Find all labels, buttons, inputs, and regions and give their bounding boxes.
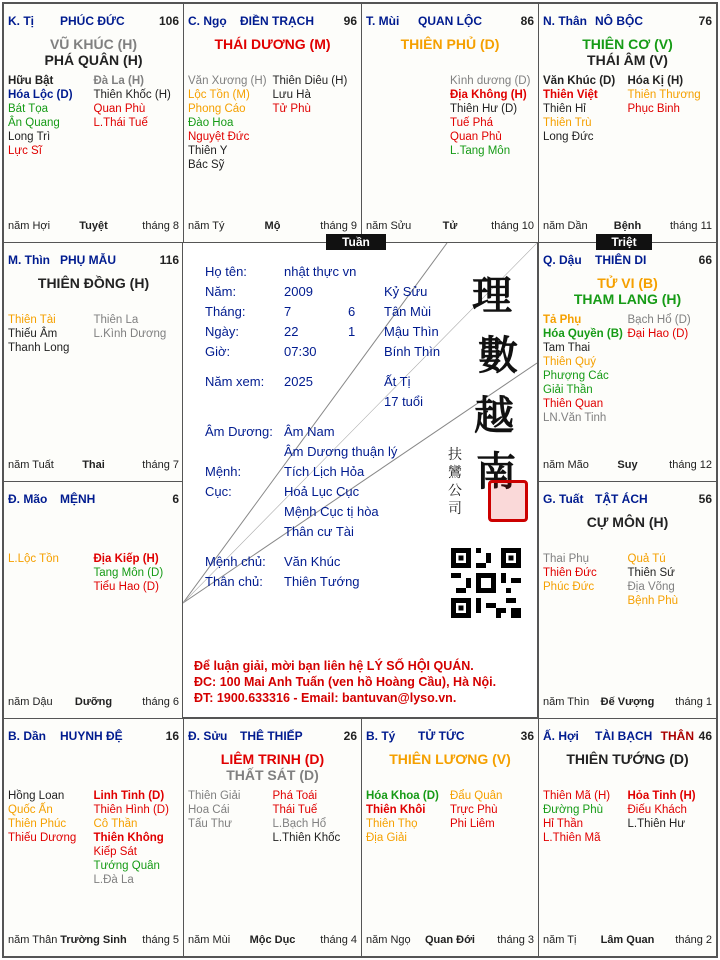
- minor-star: Phi Liêm: [450, 818, 495, 830]
- day-can: Mậu Thìn: [384, 324, 439, 339]
- palace-number: 86: [520, 14, 534, 28]
- year-value: 2009: [284, 284, 313, 299]
- minor-star: L.Thiên Khốc: [272, 832, 341, 844]
- star-column-right: [628, 74, 713, 116]
- minor-star: Giải Thần: [543, 384, 593, 396]
- minor-star: Thiên Diêu (H): [272, 75, 348, 87]
- minor-star: Địa Võng: [627, 581, 675, 593]
- palace-ty2: [361, 718, 539, 957]
- palace-ngo: [183, 3, 362, 243]
- major-star: LIÊM TRINH (D): [220, 751, 325, 767]
- palace-mui: [361, 3, 539, 243]
- amduong-label: Âm Dương:: [205, 424, 273, 439]
- hour-can: Bính Thìn: [384, 344, 441, 359]
- major-star: TỬ VI (B): [597, 275, 658, 291]
- minor-star: Phong Cáo: [188, 103, 246, 115]
- palace-number: 76: [698, 14, 712, 28]
- minor-star: L.Thái Tuế: [93, 117, 148, 129]
- palace-number: 66: [698, 253, 712, 267]
- minor-star: Phượng Các: [543, 370, 609, 382]
- contact-line-1: Để luận giải, mời bạn liên hệ LÝ SỐ HỘI QUÁN.: [194, 659, 474, 673]
- minor-star: Hữu Bật: [8, 75, 54, 87]
- palace-footer: [366, 934, 534, 948]
- than-cu: Thân cư Tài: [284, 524, 354, 539]
- palace-name: THIÊN DI: [595, 253, 647, 267]
- calligraphy-char: 越: [474, 392, 514, 439]
- minor-star: Địa Giải: [366, 832, 407, 844]
- month-label: Tháng:: [205, 304, 246, 319]
- star-column-left: [366, 789, 450, 845]
- star-column-right: [628, 552, 713, 608]
- palace-footer: [543, 696, 712, 710]
- minor-star: Tiểu Hao (D): [93, 581, 159, 593]
- minor-star: Tang Môn (D): [93, 567, 164, 579]
- palace-header: [366, 14, 534, 30]
- branch-label: Q. Dậu: [543, 253, 582, 267]
- minor-star: L.Bạch Hổ: [272, 818, 327, 830]
- major-star: THIÊN PHỦ (D): [400, 36, 500, 52]
- palace-header: [8, 253, 179, 269]
- minor-star: Thiếu Âm: [8, 328, 58, 340]
- palace-name: MỆNH: [60, 492, 96, 506]
- minor-star: Thiên Hình (D): [93, 804, 169, 816]
- minor-star: Thiên Hư (D): [450, 103, 518, 115]
- stamp-char: 公: [448, 483, 462, 499]
- minor-star: Phúc Đức: [543, 581, 595, 593]
- palace-number: 16: [165, 729, 179, 743]
- branch-label: B. Dần: [8, 729, 47, 743]
- minor-star: Thanh Long: [8, 342, 70, 354]
- footer-year: năm Dậu: [8, 696, 53, 708]
- major-star: THÁI DƯƠNG (M): [214, 36, 331, 52]
- minor-star: Thiên Sứ: [627, 567, 675, 579]
- minor-star: Kình dương (D): [450, 75, 531, 87]
- footer-month: tháng 4: [320, 934, 357, 946]
- minor-star: Nguyệt Đức: [188, 131, 250, 143]
- minor-star: Thai Phụ: [543, 553, 590, 565]
- minor-star: Hoa Cái: [188, 804, 230, 816]
- star-column-right: [273, 789, 358, 845]
- cuc-relation: Mệnh Cục tị hòa: [284, 504, 379, 519]
- calligraphy-char: 數: [478, 332, 518, 379]
- amduong-relation: Âm Dương thuận lý: [284, 444, 398, 459]
- month-can: Tân Mùi: [384, 304, 431, 319]
- minor-star: Thiên Thương: [627, 89, 701, 101]
- star-column-left: [543, 74, 628, 144]
- palace-footer: [543, 934, 712, 948]
- major-star: THIÊN TƯỚNG (D): [566, 751, 689, 767]
- minor-star: Trực Phù: [450, 804, 498, 816]
- palace-number: 46: [698, 729, 712, 743]
- palace-name: QUAN LỘC: [418, 14, 482, 28]
- qr-code-icon: [451, 548, 521, 618]
- contact-line-3: ĐT: 1900.633316 - Email: bantuvan@lyso.vn.: [194, 691, 457, 705]
- minor-star: Đà La (H): [93, 75, 144, 87]
- minor-star: Bác Sỹ: [188, 159, 225, 171]
- star-column-left: [188, 74, 273, 172]
- minor-star: Tam Thai: [543, 342, 591, 354]
- palace-name: PHÚC ĐỨC: [60, 14, 125, 28]
- branch-label: K. Tị: [8, 14, 34, 28]
- palace-number: 106: [158, 14, 179, 28]
- thanchu-label: Thân chủ:: [205, 574, 263, 589]
- palace-name: ĐIỀN TRẠCH: [240, 14, 314, 28]
- thanchu-value: Thiên Tướng: [284, 574, 360, 589]
- menh-value: Tích Lịch Hỏa: [284, 464, 365, 479]
- hour-value: 07:30: [284, 344, 317, 359]
- branch-label: G. Tuất: [543, 492, 584, 506]
- name-value: nhật thực vn: [284, 264, 357, 279]
- stamp-text: [448, 446, 464, 518]
- palace-header: [8, 729, 179, 745]
- minor-star: Quan Phù: [93, 103, 146, 115]
- star-column-right: [94, 552, 180, 594]
- minor-star: Bạch Hổ (D): [627, 314, 691, 326]
- major-star: THẤT SÁT (D): [226, 767, 319, 783]
- footer-month: tháng 11: [669, 220, 712, 232]
- cuc-label: Cục:: [205, 484, 232, 499]
- palace-header: [366, 729, 534, 745]
- palace-name: NÔ BỘC: [595, 14, 643, 28]
- minor-star: Quốc Ấn: [8, 804, 53, 816]
- star-column-right: [94, 789, 180, 887]
- minor-star: Thiên Mã (H): [543, 790, 611, 802]
- minor-star: Lưu Hà: [272, 89, 311, 101]
- than-marker: THÂN: [660, 729, 694, 743]
- minor-star: Thiên Khôi: [366, 804, 426, 816]
- minor-star: Đường Phù: [543, 804, 603, 816]
- name-label: Họ tên:: [205, 264, 247, 279]
- star-column-left: [8, 313, 94, 355]
- palace-footer: [366, 220, 534, 234]
- footer-stage: Dưỡng: [74, 696, 113, 708]
- star-column-left: [543, 552, 628, 594]
- palace-dau: [538, 242, 717, 482]
- footer-year: năm Thân: [8, 934, 58, 946]
- footer-stage: Trường Sinh: [60, 934, 127, 946]
- palace-name: TỬ TỨC: [418, 729, 465, 743]
- footer-year: năm Mùi: [188, 934, 231, 946]
- major-star: CỰ MÔN (H): [586, 514, 669, 530]
- minor-star: Hóa Quyền (B): [543, 328, 623, 340]
- minor-star: LN.Văn Tinh: [543, 412, 607, 424]
- view-year-can: Ất Tị: [384, 374, 411, 389]
- minor-star: Lộc Tồn (M): [188, 89, 250, 101]
- view-year-value: 2025: [284, 374, 313, 389]
- footer-month: tháng 1: [675, 696, 712, 708]
- minor-star: Kiếp Sát: [93, 846, 137, 858]
- palace-hoi: [538, 718, 717, 957]
- stamp-char: 扶: [448, 447, 462, 463]
- palace-footer: [8, 934, 179, 948]
- palace-footer: [543, 459, 712, 473]
- major-star: THIÊN LƯƠNG (V): [389, 751, 511, 767]
- year-label: Năm:: [205, 284, 237, 299]
- tuan-tag: Tuần: [326, 234, 386, 250]
- palace-dan: [3, 718, 184, 957]
- star-column-right: [450, 74, 534, 158]
- minor-star: Đẩu Quân: [450, 790, 503, 802]
- star-column-left: [8, 74, 94, 158]
- palace-number: 56: [698, 492, 712, 506]
- star-column-left: [543, 789, 628, 845]
- minor-star: L.Lộc Tồn: [8, 553, 59, 565]
- minor-star: Đào Hoa: [188, 117, 234, 129]
- cuc-value: Hoả Lục Cục: [284, 484, 360, 499]
- amduong-value: Âm Nam: [284, 424, 335, 439]
- major-star: THÁI ÂM (V): [587, 52, 668, 68]
- palace-suu: [183, 718, 362, 957]
- day-lunar: 1: [348, 324, 356, 339]
- minor-star: L.Thiên Mã: [543, 832, 601, 844]
- minor-star: Địa Kiếp (H): [93, 553, 159, 565]
- footer-stage: Suy: [617, 459, 638, 471]
- contact-line-2: ĐC: 100 Mai Anh Tuấn (ven hồ Hoàng Cầu), Hà Nội.: [194, 675, 497, 689]
- minor-star: Thiên Việt: [543, 89, 598, 101]
- star-column-left: [8, 552, 94, 566]
- star-column-left: [543, 313, 628, 425]
- star-column-right: [450, 789, 534, 831]
- footer-year: năm Tuất: [8, 459, 54, 471]
- major-star: VŨ KHÚC (H): [49, 36, 138, 52]
- footer-year: năm Ngọ: [366, 934, 411, 946]
- palace-name: THÊ THIẾP: [240, 729, 303, 743]
- minor-star: Văn Xương (H): [188, 75, 267, 87]
- age-value: 17 tuổi: [384, 394, 424, 409]
- footer-month: tháng 2: [675, 934, 712, 946]
- palace-footer: [188, 220, 357, 234]
- minor-star: Phục Binh: [627, 103, 680, 115]
- star-column-right: [94, 74, 180, 130]
- palace-footer: [543, 220, 712, 234]
- red-seal-icon: [488, 480, 528, 522]
- minor-star: Thiên Y: [188, 145, 228, 157]
- footer-stage: Đế Vượng: [600, 696, 655, 708]
- footer-month: tháng 7: [142, 459, 179, 471]
- minor-star: Văn Khúc (D): [543, 75, 616, 87]
- footer-month: tháng 3: [497, 934, 534, 946]
- palace-name: TẬT ÁCH: [595, 492, 648, 506]
- footer-month: tháng 9: [320, 220, 357, 232]
- minor-star: Thiên Phúc: [8, 818, 67, 830]
- calligraphy-char: 南: [476, 448, 516, 495]
- minor-star: Tả Phụ: [543, 314, 582, 326]
- footer-month: tháng 8: [142, 220, 179, 232]
- footer-stage: Mộ: [264, 220, 281, 232]
- palace-header: [188, 729, 357, 745]
- minor-star: Quan Phủ: [450, 131, 502, 143]
- footer-month: tháng 5: [142, 934, 179, 946]
- minor-star: Phá Toái: [272, 790, 318, 802]
- palace-header: [188, 14, 357, 30]
- minor-star: Bệnh Phù: [627, 595, 679, 607]
- minor-star: Tử Phù: [272, 103, 311, 115]
- palace-name: HUYNH ĐỆ: [60, 729, 123, 743]
- major-star: THIÊN CƠ (V): [582, 36, 673, 52]
- major-star: PHÁ QUÂN (H): [44, 52, 143, 68]
- menh-label: Mệnh:: [205, 464, 242, 479]
- palace-header: [543, 253, 712, 269]
- palace-ty: [3, 3, 184, 243]
- stamp-char: 司: [448, 501, 462, 517]
- star-column-right: [273, 74, 358, 116]
- palace-mao: [3, 481, 184, 719]
- month-lunar: 6: [348, 304, 356, 319]
- minor-star: Thiên Khốc (H): [93, 89, 171, 101]
- branch-label: T. Mùi: [366, 14, 400, 28]
- minor-star: Hóa Lộc (D): [8, 89, 73, 101]
- palace-number: 36: [520, 729, 534, 743]
- footer-month: tháng 10: [491, 220, 534, 232]
- palace-header: [543, 14, 712, 30]
- minor-star: Cô Thần: [93, 818, 138, 830]
- menhchu-label: Mệnh chủ:: [205, 554, 266, 569]
- branch-label: M. Thìn: [8, 253, 50, 267]
- star-column-right: [94, 313, 180, 341]
- footer-stage: Mộc Dục: [249, 934, 296, 946]
- footer-stage: Tuyệt: [79, 220, 108, 232]
- palace-than: [538, 3, 717, 243]
- palace-thin: [3, 242, 184, 482]
- minor-star: L.Đà La: [93, 874, 134, 886]
- footer-year: năm Tý: [188, 220, 225, 232]
- branch-label: Đ. Mão: [8, 492, 48, 506]
- minor-star: Đại Hao (D): [627, 328, 689, 340]
- major-star: THIÊN ĐỒNG (H): [37, 275, 150, 291]
- day-value: 22: [284, 324, 299, 339]
- minor-star: Long Đức: [543, 131, 594, 143]
- month-value: 7: [284, 304, 292, 319]
- palace-number: 26: [343, 729, 357, 743]
- star-column-left: [188, 789, 273, 831]
- minor-star: Thái Tuế: [272, 804, 318, 816]
- palace-header: [8, 14, 179, 30]
- hour-label: Giờ:: [205, 344, 231, 359]
- minor-star: Tấu Thư: [188, 818, 232, 830]
- calligraphy-char: 理: [472, 272, 512, 319]
- minor-star: Thiên Giải: [188, 790, 241, 802]
- footer-month: tháng 6: [142, 696, 179, 708]
- minor-star: Tuế Phá: [450, 117, 494, 129]
- minor-star: Linh Tinh (D): [93, 790, 165, 802]
- minor-star: Hỏa Tinh (H): [627, 790, 696, 802]
- footer-year: năm Mão: [543, 459, 589, 471]
- footer-stage: Tử: [442, 220, 458, 232]
- major-star: THAM LANG (H): [573, 291, 682, 307]
- palace-name: TÀI BẠCH: [595, 729, 653, 743]
- year-can: Kỷ Sửu: [384, 284, 428, 299]
- palace-header: [543, 729, 712, 745]
- palace-footer: [8, 459, 179, 473]
- minor-star: Hóa Khoa (D): [366, 790, 439, 802]
- palace-number: 6: [172, 492, 179, 506]
- stamp-char: 鸞: [448, 465, 462, 481]
- palace-number: 96: [343, 14, 357, 28]
- footer-year: năm Thìn: [543, 696, 590, 708]
- minor-star: Điếu Khách: [627, 804, 687, 816]
- palace-footer: [188, 934, 357, 948]
- footer-month: tháng 12: [669, 459, 712, 471]
- footer-stage: Quan Đới: [425, 934, 475, 946]
- branch-label: B. Tý: [366, 729, 396, 743]
- minor-star: Tướng Quân: [93, 860, 160, 872]
- minor-star: Hóa Kị (H): [627, 75, 684, 87]
- view-year-label: Năm xem:: [205, 374, 265, 389]
- minor-star: Hồng Loan: [8, 790, 65, 802]
- triet-tag: Triệt: [596, 234, 652, 250]
- footer-stage: Bệnh: [613, 220, 642, 232]
- footer-year: năm Dần: [543, 220, 588, 232]
- star-column-right: [628, 789, 713, 831]
- minor-star: Thiên Quý: [543, 356, 597, 368]
- minor-star: L.Kình Dương: [93, 328, 167, 340]
- minor-star: Thiếu Dương: [8, 832, 77, 844]
- footer-year: năm Sửu: [366, 220, 412, 232]
- minor-star: Thiên La: [93, 314, 139, 326]
- minor-star: Thiên Hỉ: [543, 103, 586, 115]
- minor-star: Thiên Quan: [543, 398, 604, 410]
- minor-star: Thiên Tài: [8, 314, 56, 326]
- palace-footer: [8, 220, 179, 234]
- minor-star: Long Trì: [8, 131, 51, 143]
- palace-name: PHỤ MẪU: [60, 253, 116, 267]
- palace-header: [543, 492, 712, 508]
- minor-star: Ân Quang: [8, 117, 60, 129]
- minor-star: Địa Không (H): [450, 89, 527, 101]
- palace-number: 116: [159, 253, 179, 267]
- branch-label: N. Thân: [543, 14, 587, 28]
- minor-star: Thiên Trù: [543, 117, 592, 129]
- minor-star: Thiên Không: [93, 832, 164, 844]
- star-column-left: [8, 789, 94, 845]
- footer-stage: Lâm Quan: [600, 934, 655, 946]
- minor-star: Bát Tọa: [8, 103, 49, 115]
- branch-label: Đ. Sửu: [188, 729, 228, 743]
- palace-footer: [8, 696, 179, 710]
- minor-star: L.Thiên Hư: [627, 818, 686, 830]
- minor-star: Thiên Đức: [543, 567, 597, 579]
- minor-star: Thiên Thọ: [366, 818, 418, 830]
- day-label: Ngày:: [205, 324, 239, 339]
- star-column-right: [628, 313, 713, 341]
- footer-year: năm Hợi: [8, 220, 51, 232]
- footer-stage: Thai: [82, 459, 105, 471]
- palace-header: [8, 492, 179, 508]
- footer-year: năm Tị: [543, 934, 577, 946]
- branch-label: Ấ. Hợi: [543, 729, 579, 743]
- minor-star: Quả Tú: [627, 553, 666, 565]
- minor-star: Lực Sĩ: [8, 145, 42, 157]
- menhchu-value: Văn Khúc: [284, 554, 341, 569]
- minor-star: Hỉ Thần: [543, 818, 584, 830]
- branch-label: C. Ngọ: [188, 14, 227, 28]
- palace-tuat: [538, 481, 717, 719]
- minor-star: L.Tang Môn: [450, 145, 511, 157]
